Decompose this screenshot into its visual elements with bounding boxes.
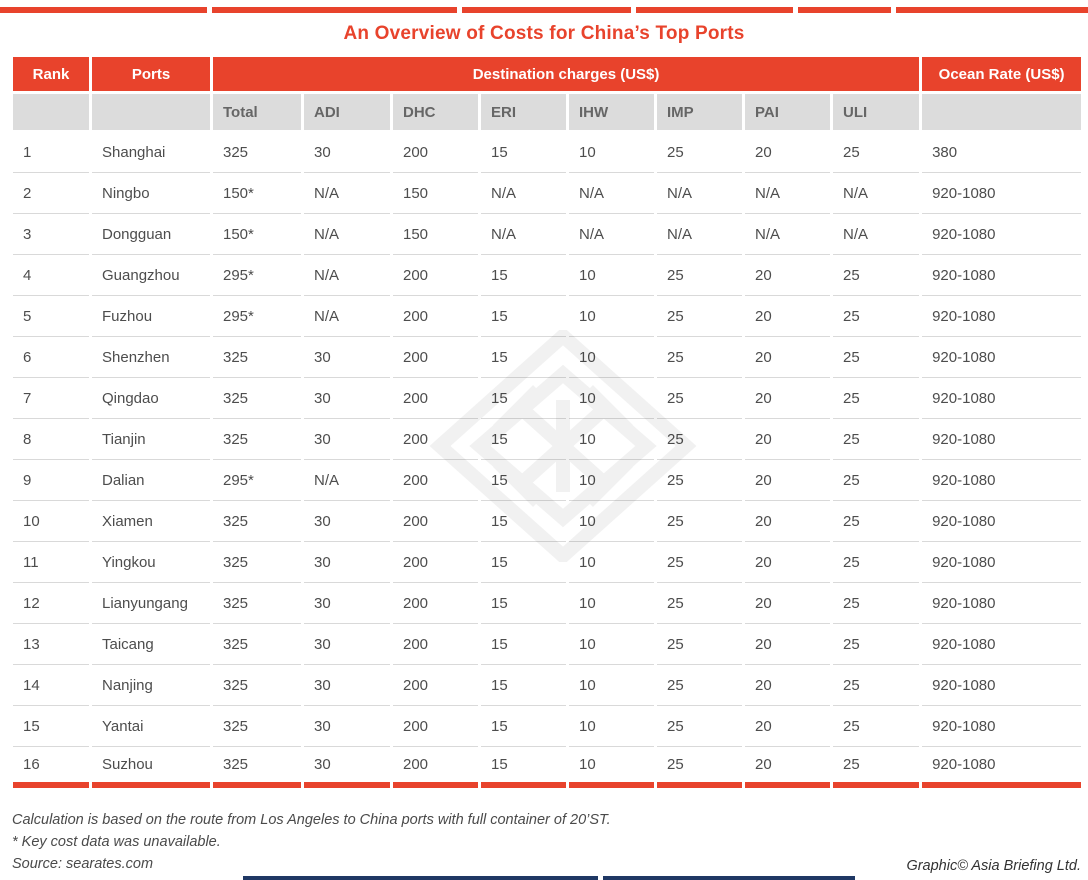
charge-cell: N/A [833, 214, 919, 255]
charge-cell: 10 [569, 378, 654, 419]
ocean-rate-cell: 920-1080 [922, 255, 1081, 296]
charge-cell: 325 [213, 583, 301, 624]
table-row [13, 542, 1081, 583]
charge-cell: 200 [393, 665, 478, 706]
charge-cell: 15 [481, 132, 566, 173]
rank-cell: 2 [13, 173, 89, 214]
header-ports: Ports [92, 57, 210, 94]
charge-cell: 200 [393, 542, 478, 583]
ocean-rate-cell: 920-1080 [922, 583, 1081, 624]
charge-cell: 20 [745, 665, 830, 706]
charge-cell: 325 [213, 665, 301, 706]
rank-cell: 3 [13, 214, 89, 255]
charge-cell: 10 [569, 337, 654, 378]
rank-cell: 4 [13, 255, 89, 296]
charge-cell: 10 [569, 583, 654, 624]
rank-cell: 9 [13, 460, 89, 501]
charge-cell: 25 [833, 624, 919, 665]
charge-cell: 15 [481, 583, 566, 624]
subheader-ihw: IHW [569, 94, 654, 132]
charge-cell: 295* [213, 460, 301, 501]
charge-cell: 25 [657, 706, 742, 747]
charge-cell: 10 [569, 542, 654, 583]
ocean-rate-cell: 920-1080 [922, 501, 1081, 542]
charge-cell: N/A [481, 173, 566, 214]
charge-cell: 150* [213, 173, 301, 214]
charge-cell: 10 [569, 460, 654, 501]
rank-cell: 12 [13, 583, 89, 624]
port-cell: Suzhou [92, 747, 210, 788]
charge-cell: 150 [393, 214, 478, 255]
charge-cell: N/A [745, 214, 830, 255]
charge-cell: 325 [213, 337, 301, 378]
table-row [13, 665, 1081, 706]
table-row [13, 419, 1081, 460]
charge-cell: 25 [657, 583, 742, 624]
port-cell: Xiamen [92, 501, 210, 542]
charge-cell: 15 [481, 419, 566, 460]
charge-cell: 20 [745, 583, 830, 624]
charge-cell: 25 [833, 542, 919, 583]
charge-cell: 30 [304, 624, 390, 665]
charge-cell: 30 [304, 542, 390, 583]
port-cell: Qingdao [92, 378, 210, 419]
charge-cell: 200 [393, 624, 478, 665]
charge-cell: 15 [481, 747, 566, 788]
charge-cell: 325 [213, 132, 301, 173]
rank-cell: 13 [13, 624, 89, 665]
charge-cell: 20 [745, 460, 830, 501]
charge-cell: 20 [745, 419, 830, 460]
charge-cell: N/A [657, 173, 742, 214]
charge-cell: 150 [393, 173, 478, 214]
ocean-rate-cell: 920-1080 [922, 624, 1081, 665]
charge-cell: 20 [745, 747, 830, 788]
charge-cell: 10 [569, 706, 654, 747]
charge-cell: 15 [481, 501, 566, 542]
top-accent-bar [0, 7, 1088, 13]
charge-cell: 25 [657, 460, 742, 501]
rank-cell: 14 [13, 665, 89, 706]
charge-cell: N/A [481, 214, 566, 255]
charge-cell: N/A [304, 173, 390, 214]
bottom-accent-segment [603, 876, 855, 880]
subheader-empty-ocean [922, 94, 1081, 132]
charge-cell: 200 [393, 501, 478, 542]
charge-cell: 10 [569, 501, 654, 542]
charge-cell: 25 [833, 665, 919, 706]
rank-cell: 10 [13, 501, 89, 542]
charge-cell: N/A [657, 214, 742, 255]
charge-cell: 15 [481, 542, 566, 583]
table-row [13, 173, 1081, 214]
top-accent-segment [0, 7, 207, 13]
subheader-eri: ERI [481, 94, 566, 132]
charge-cell: 15 [481, 337, 566, 378]
charge-cell: 15 [481, 255, 566, 296]
charge-cell: 25 [657, 624, 742, 665]
ports-costs-table [10, 57, 1084, 788]
charge-cell: 15 [481, 460, 566, 501]
charge-cell: 10 [569, 747, 654, 788]
charge-cell: 25 [833, 419, 919, 460]
charge-cell: 200 [393, 583, 478, 624]
ocean-rate-cell: 920-1080 [922, 337, 1081, 378]
port-cell: Dalian [92, 460, 210, 501]
table-row [13, 255, 1081, 296]
charge-cell: 25 [833, 583, 919, 624]
charge-cell: 25 [657, 665, 742, 706]
charge-cell: 20 [745, 542, 830, 583]
charge-cell: 10 [569, 665, 654, 706]
charge-cell: 200 [393, 747, 478, 788]
subheader-pai: PAI [745, 94, 830, 132]
ocean-rate-cell: 920-1080 [922, 419, 1081, 460]
charge-cell: 25 [833, 501, 919, 542]
table-row [13, 624, 1081, 665]
charge-cell: 20 [745, 337, 830, 378]
ocean-rate-cell: 920-1080 [922, 747, 1081, 788]
charge-cell: 30 [304, 747, 390, 788]
charge-cell: 25 [833, 132, 919, 173]
charge-cell: 25 [657, 747, 742, 788]
subheader-empty-rank [13, 94, 89, 132]
rank-cell: 16 [13, 747, 89, 788]
top-accent-segment [636, 7, 793, 13]
charge-cell: 10 [569, 419, 654, 460]
port-cell: Shanghai [92, 132, 210, 173]
charge-cell: 25 [657, 542, 742, 583]
charge-cell: 20 [745, 501, 830, 542]
table-subheader-row [13, 94, 1081, 132]
charge-cell: 200 [393, 378, 478, 419]
charge-cell: N/A [304, 255, 390, 296]
port-cell: Yingkou [92, 542, 210, 583]
footnote-asterisk: * Key cost data was unavailable. [12, 833, 221, 850]
charge-cell: 30 [304, 378, 390, 419]
bottom-accent-segment [243, 876, 598, 880]
charge-cell: 325 [213, 378, 301, 419]
charge-cell: 200 [393, 255, 478, 296]
charge-cell: 20 [745, 255, 830, 296]
charge-cell: 25 [833, 378, 919, 419]
header-ocean-rate: Ocean Rate (US$) [922, 57, 1081, 94]
charge-cell: 10 [569, 132, 654, 173]
port-cell: Lianyungang [92, 583, 210, 624]
ocean-rate-cell: 920-1080 [922, 460, 1081, 501]
charge-cell: 200 [393, 132, 478, 173]
rank-cell: 6 [13, 337, 89, 378]
charge-cell: 30 [304, 583, 390, 624]
charge-cell: 15 [481, 296, 566, 337]
port-cell: Nanjing [92, 665, 210, 706]
table-row [13, 706, 1081, 747]
footnote-source: Source: searates.com [12, 855, 154, 872]
footnote-calculation: Calculation is based on the route from Los Angeles to China ports with full container of 20’ST. [12, 812, 611, 828]
table-row [13, 132, 1081, 173]
charge-cell: 15 [481, 378, 566, 419]
rank-cell: 8 [13, 419, 89, 460]
charge-cell: 30 [304, 665, 390, 706]
port-cell: Taicang [92, 624, 210, 665]
charge-cell: N/A [304, 460, 390, 501]
charge-cell: 30 [304, 706, 390, 747]
ocean-rate-cell: 920-1080 [922, 542, 1081, 583]
charge-cell: 10 [569, 255, 654, 296]
charge-cell: N/A [745, 173, 830, 214]
rank-cell: 15 [13, 706, 89, 747]
charge-cell: 30 [304, 501, 390, 542]
ocean-rate-cell: 380 [922, 132, 1081, 173]
top-accent-segment [798, 7, 891, 13]
charge-cell: 20 [745, 624, 830, 665]
port-cell: Shenzhen [92, 337, 210, 378]
charge-cell: 25 [657, 378, 742, 419]
charge-cell: 325 [213, 706, 301, 747]
charge-cell: 20 [745, 132, 830, 173]
subheader-empty-ports [92, 94, 210, 132]
page-title: An Overview of Costs for China’s Top Ports [343, 23, 745, 44]
charge-cell: 25 [833, 296, 919, 337]
charge-cell: 25 [657, 501, 742, 542]
port-cell: Tianjin [92, 419, 210, 460]
table-row [13, 337, 1081, 378]
charge-cell: 25 [833, 747, 919, 788]
charge-cell: 200 [393, 706, 478, 747]
charge-cell: 25 [833, 460, 919, 501]
charge-cell: N/A [304, 296, 390, 337]
subheader-imp: IMP [657, 94, 742, 132]
subheader-uli: ULI [833, 94, 919, 132]
table-body [13, 132, 1081, 788]
charge-cell: 200 [393, 337, 478, 378]
ocean-rate-cell: 920-1080 [922, 296, 1081, 337]
charge-cell: 15 [481, 665, 566, 706]
table-row [13, 296, 1081, 337]
rank-cell: 11 [13, 542, 89, 583]
charge-cell: 30 [304, 337, 390, 378]
charge-cell: 25 [833, 337, 919, 378]
port-cell: Yantai [92, 706, 210, 747]
charge-cell: N/A [569, 214, 654, 255]
table-header-row [13, 57, 1081, 94]
port-cell: Dongguan [92, 214, 210, 255]
port-cell: Fuzhou [92, 296, 210, 337]
charge-cell: 25 [657, 255, 742, 296]
charge-cell: N/A [833, 173, 919, 214]
table-row [13, 460, 1081, 501]
subheader-dhc: DHC [393, 94, 478, 132]
charge-cell: 295* [213, 255, 301, 296]
top-accent-segment [212, 7, 457, 13]
top-accent-segment [462, 7, 631, 13]
ocean-rate-cell: 920-1080 [922, 214, 1081, 255]
ocean-rate-cell: 920-1080 [922, 378, 1081, 419]
header-destination-charges: Destination charges (US$) [213, 57, 919, 94]
ocean-rate-cell: 920-1080 [922, 706, 1081, 747]
charge-cell: 25 [657, 296, 742, 337]
charge-cell: 325 [213, 419, 301, 460]
rank-cell: 7 [13, 378, 89, 419]
charge-cell: 30 [304, 132, 390, 173]
port-cell: Guangzhou [92, 255, 210, 296]
table-row [13, 501, 1081, 542]
charge-cell: 15 [481, 624, 566, 665]
charge-cell: 200 [393, 460, 478, 501]
charge-cell: N/A [304, 214, 390, 255]
port-cell: Ningbo [92, 173, 210, 214]
rank-cell: 1 [13, 132, 89, 173]
charge-cell: 200 [393, 296, 478, 337]
charge-cell: 10 [569, 296, 654, 337]
table-row [13, 378, 1081, 419]
charge-cell: 25 [833, 706, 919, 747]
charge-cell: 20 [745, 706, 830, 747]
charge-cell: 325 [213, 624, 301, 665]
charge-cell: 15 [481, 706, 566, 747]
bottom-accent-bar [243, 876, 855, 880]
header-rank: Rank [13, 57, 89, 94]
charge-cell: 325 [213, 501, 301, 542]
graphic-credit: Graphic© Asia Briefing Ltd. [906, 858, 1081, 874]
table-row [13, 214, 1081, 255]
charge-cell: 10 [569, 624, 654, 665]
charge-cell: 150* [213, 214, 301, 255]
charge-cell: 295* [213, 296, 301, 337]
subheader-adi: ADI [304, 94, 390, 132]
ocean-rate-cell: 920-1080 [922, 173, 1081, 214]
charge-cell: 25 [657, 132, 742, 173]
ocean-rate-cell: 920-1080 [922, 665, 1081, 706]
charge-cell: 25 [657, 337, 742, 378]
subheader-total: Total [213, 94, 301, 132]
charge-cell: 25 [833, 255, 919, 296]
charge-cell: 20 [745, 296, 830, 337]
table-row [13, 583, 1081, 624]
charge-cell: 325 [213, 747, 301, 788]
charge-cell: 200 [393, 419, 478, 460]
rank-cell: 5 [13, 296, 89, 337]
top-accent-segment [896, 7, 1088, 13]
charge-cell: 25 [657, 419, 742, 460]
charge-cell: 20 [745, 378, 830, 419]
table-row [13, 747, 1081, 788]
charge-cell: N/A [569, 173, 654, 214]
charge-cell: 30 [304, 419, 390, 460]
footnotes [12, 810, 611, 875]
charge-cell: 325 [213, 542, 301, 583]
